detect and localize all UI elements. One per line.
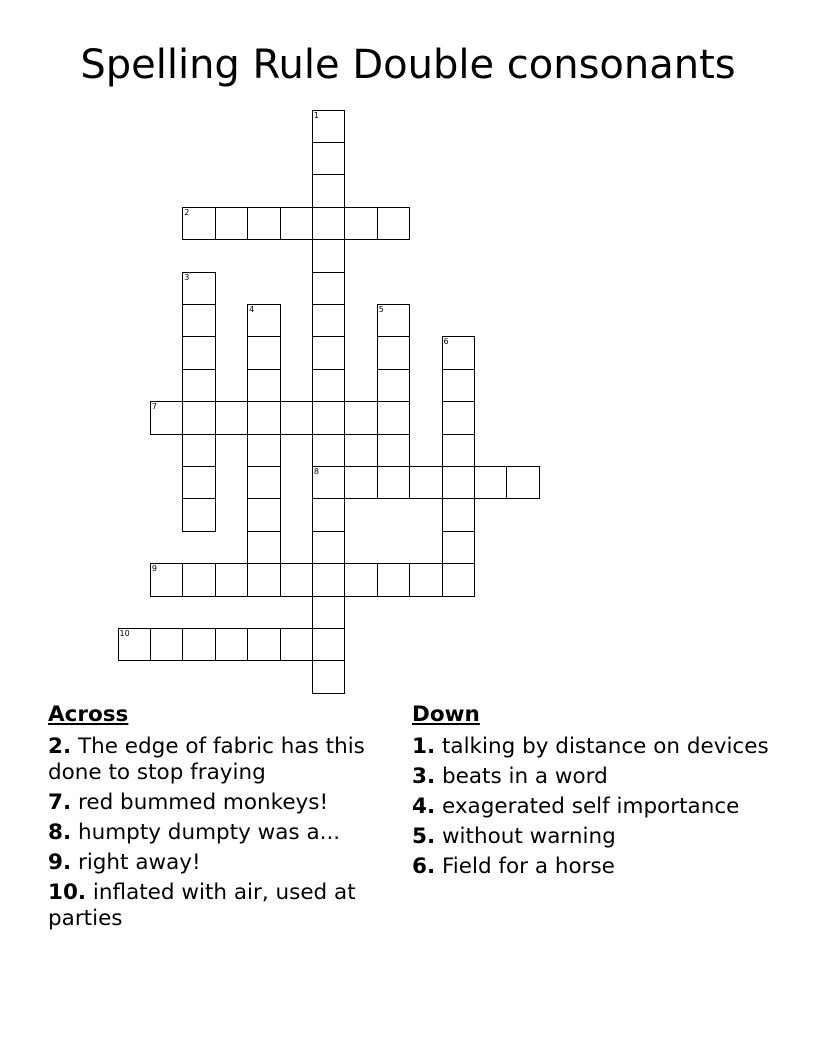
grid-cell[interactable] (442, 369, 476, 403)
grid-cell[interactable] (215, 563, 249, 597)
clue-number: 7. (48, 790, 72, 815)
clue-text: beats in a word (435, 764, 608, 789)
grid-cell[interactable] (442, 336, 476, 370)
down-clue-4 (412, 794, 782, 820)
clue-number: 2. (48, 734, 72, 759)
clue-text: Field for a horse (435, 854, 615, 879)
across-clue-7 (48, 790, 398, 816)
grid-cell[interactable] (182, 272, 216, 306)
grid-cell[interactable] (247, 207, 281, 241)
down-heading: Down (412, 702, 480, 727)
down-clue-5 (412, 824, 782, 850)
down-clue-3 (412, 764, 782, 790)
clue-number: 6. (412, 854, 436, 879)
grid-cell[interactable] (182, 498, 216, 532)
clue-number-label: 10 (119, 628, 130, 638)
clue-number: 9. (48, 850, 72, 875)
grid-cell[interactable] (409, 563, 443, 597)
grid-cell[interactable] (377, 434, 411, 468)
grid-cell[interactable] (312, 434, 346, 468)
grid-cell[interactable] (442, 531, 476, 565)
clue-number-label: 7 (151, 402, 157, 412)
grid-cell[interactable] (312, 272, 346, 306)
clue-number-label: 8 (313, 466, 319, 476)
down-clues (412, 702, 782, 884)
grid-cell[interactable] (312, 174, 346, 208)
grid-cell[interactable] (182, 369, 216, 403)
grid-cell[interactable] (506, 466, 540, 500)
grid-cell[interactable] (182, 628, 216, 662)
grid-cell[interactable] (312, 466, 346, 500)
grid-cell[interactable] (442, 563, 476, 597)
grid-cell[interactable] (312, 369, 346, 403)
grid-cell[interactable] (377, 563, 411, 597)
grid-cell[interactable] (182, 563, 216, 597)
grid-cell[interactable] (312, 628, 346, 662)
grid-cell[interactable] (377, 401, 411, 435)
clue-number-label: 5 (378, 304, 384, 314)
grid-cell[interactable] (312, 498, 346, 532)
grid-cell[interactable] (182, 434, 216, 468)
clue-number-label: 9 (151, 564, 157, 574)
grid-cell[interactable] (377, 304, 411, 338)
clue-number: 3. (412, 764, 436, 789)
grid-cell[interactable] (409, 466, 443, 500)
grid-cell[interactable] (344, 207, 378, 241)
grid-cell[interactable] (182, 207, 216, 241)
grid-cell[interactable] (150, 401, 184, 435)
grid-cell[interactable] (215, 401, 249, 435)
grid-cell[interactable] (312, 596, 346, 630)
across-clue-2 (48, 734, 398, 786)
grid-cell[interactable] (280, 207, 314, 241)
grid-cell[interactable] (247, 466, 281, 500)
grid-cell[interactable] (247, 531, 281, 565)
grid-cell[interactable] (247, 336, 281, 370)
clue-number-label: 6 (443, 337, 449, 347)
clue-number-label: 3 (184, 272, 190, 282)
grid-cell[interactable] (344, 563, 378, 597)
grid-cell[interactable] (247, 401, 281, 435)
grid-cell[interactable] (312, 563, 346, 597)
page-title: Spelling Rule Double consonants (80, 42, 736, 88)
grid-cell[interactable] (474, 466, 508, 500)
grid-cell[interactable] (312, 660, 346, 694)
clue-number: 8. (48, 820, 72, 845)
grid-cell[interactable] (312, 531, 346, 565)
across-clues (48, 702, 398, 936)
clue-text: inflated with air, used at parties (48, 880, 356, 931)
across-clue-8 (48, 820, 398, 846)
grid-cell[interactable] (312, 239, 346, 273)
grid-cell[interactable] (442, 434, 476, 468)
grid-cell[interactable] (280, 563, 314, 597)
grid-cell[interactable] (377, 336, 411, 370)
grid-cell[interactable] (442, 401, 476, 435)
clue-number-label: 2 (184, 207, 190, 217)
grid-cell[interactable] (247, 304, 281, 338)
grid-cell[interactable] (377, 207, 411, 241)
down-clue-6 (412, 854, 782, 880)
grid-cell[interactable] (377, 369, 411, 403)
grid-cell[interactable] (377, 466, 411, 500)
grid-cell[interactable] (312, 401, 346, 435)
clue-number-label: 1 (313, 110, 319, 120)
grid-cell[interactable] (215, 207, 249, 241)
clue-number: 4. (412, 794, 436, 819)
across-heading: Across (48, 702, 129, 727)
across-clue-10 (48, 880, 398, 932)
grid-cell[interactable] (247, 628, 281, 662)
grid-cell[interactable] (344, 401, 378, 435)
grid-cell[interactable] (344, 466, 378, 500)
grid-cell[interactable] (312, 304, 346, 338)
grid-cell[interactable] (247, 434, 281, 468)
clue-text: The edge of fabric has this done to stop fraying (48, 734, 365, 785)
grid-cell[interactable] (312, 207, 346, 241)
clue-text: without warning (435, 824, 616, 849)
across-clue-9 (48, 850, 398, 876)
clue-text: humpty dumpty was a... (71, 820, 341, 845)
clue-text: talking by distance on devices (435, 734, 769, 759)
clue-number: 1. (412, 734, 436, 759)
grid-cell[interactable] (312, 110, 346, 144)
grid-cell[interactable] (118, 628, 152, 662)
clue-number-label: 4 (249, 304, 255, 314)
grid-cell[interactable] (215, 628, 249, 662)
clue-number: 5. (412, 824, 436, 849)
grid-cell[interactable] (182, 401, 216, 435)
grid-cell[interactable] (150, 563, 184, 597)
grid-cell[interactable] (182, 304, 216, 338)
grid-cell[interactable] (247, 498, 281, 532)
grid-cell[interactable] (312, 336, 346, 370)
grid-cell[interactable] (312, 142, 346, 176)
grid-cell[interactable] (442, 498, 476, 532)
grid-cell[interactable] (182, 336, 216, 370)
clue-text: exagerated self importance (435, 794, 740, 819)
grid-cell[interactable] (442, 466, 476, 500)
grid-cell[interactable] (280, 628, 314, 662)
grid-cell[interactable] (182, 466, 216, 500)
grid-cell[interactable] (247, 563, 281, 597)
grid-cell[interactable] (280, 401, 314, 435)
grid-cell[interactable] (247, 369, 281, 403)
down-clue-1 (412, 734, 782, 760)
grid-cell[interactable] (150, 628, 184, 662)
clue-number: 10. (48, 880, 87, 905)
clue-text: red bummed monkeys! (71, 790, 329, 815)
clue-text: right away! (71, 850, 201, 875)
